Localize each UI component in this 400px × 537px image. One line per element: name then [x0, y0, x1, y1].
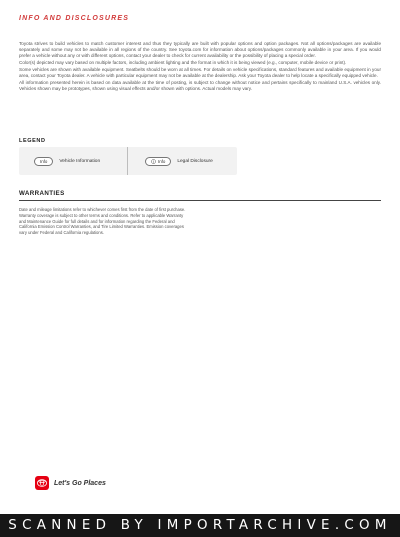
legend-label: Legal Disclosure: [177, 158, 213, 164]
warranties-heading: WARRANTIES: [19, 190, 65, 197]
info-circle-icon: [151, 159, 156, 164]
disclaimer-paragraph: Some vehicles are shown with available equipment. Seatbelts should be worn at all times. For details on vehicle specifications, standard features and available equipment in your area, contact your Toyota dealer. A vehicle with particular equipment may not be available at the dealership. Ask your Toyota dealer to help locate a specifically equipped vehicle.: [19, 67, 381, 79]
scan-footer-banner: [0, 514, 400, 537]
brand-lockup: [35, 476, 106, 490]
legend-item-legal-disclosure: [145, 155, 213, 167]
legend-heading: LEGEND: [19, 138, 46, 144]
info-badge: [145, 157, 171, 166]
footer-text: SCANNED BY IMPORTARCHIVE.COM: [8, 518, 392, 533]
legend-label: Vehicle Information: [59, 158, 101, 164]
section-title: INFO AND DISCLOSURES: [19, 15, 130, 22]
legend-divider: [127, 147, 128, 175]
legend-box: [19, 147, 237, 175]
brand-tagline: Let's Go Places: [54, 479, 106, 487]
disclaimer-paragraph: Color(s) depicted may vary based on multiple factors, including ambient lighting and the format in which it is being viewed (e.g., computer, mobile device or print).: [19, 60, 347, 66]
disclaimer-paragraph: All information presented herein is based on data available at the time of posting, is subject to change without notice and pertains specifically to mainland U.S.A. vehicles only. Vehicles shown may be prototypes, shown using visual effects and/or shown with options. Actual models may vary.: [19, 80, 381, 92]
warranties-divider: [19, 200, 381, 201]
toyota-emblem-icon: [37, 479, 47, 487]
info-badge: [34, 157, 53, 166]
toyota-logo: [35, 476, 49, 490]
disclaimer-paragraph: Toyota strives to build vehicles to match customer interest and thus they typically are built with popular options and option packages. Not all options/packages are available separately and some may not be available in all regions of the country. See toyota.com for information about options/packages commonly available in your area. If you would prefer a vehicle without any or with different options, contact your dealer to check for current availability or the possibility of placing a special order.: [19, 41, 381, 59]
warranties-text: Date and mileage limitations refer to whichever comes first from the date of first purchase. Warranty coverage is subject to other terms and conditions. Refer to applicable Warranty and Maintenance Guide for full details and for information regarding the Federal and California Emission Control Warranties, and Tire Limited Warranties. Emission coverages vary under Federal and California regulations.: [19, 207, 186, 236]
legend-item-vehicle-info: [34, 155, 100, 167]
info-badge-label: Info: [40, 158, 48, 164]
info-badge-label: Info: [158, 158, 166, 164]
disclaimer-block: [19, 41, 381, 93]
